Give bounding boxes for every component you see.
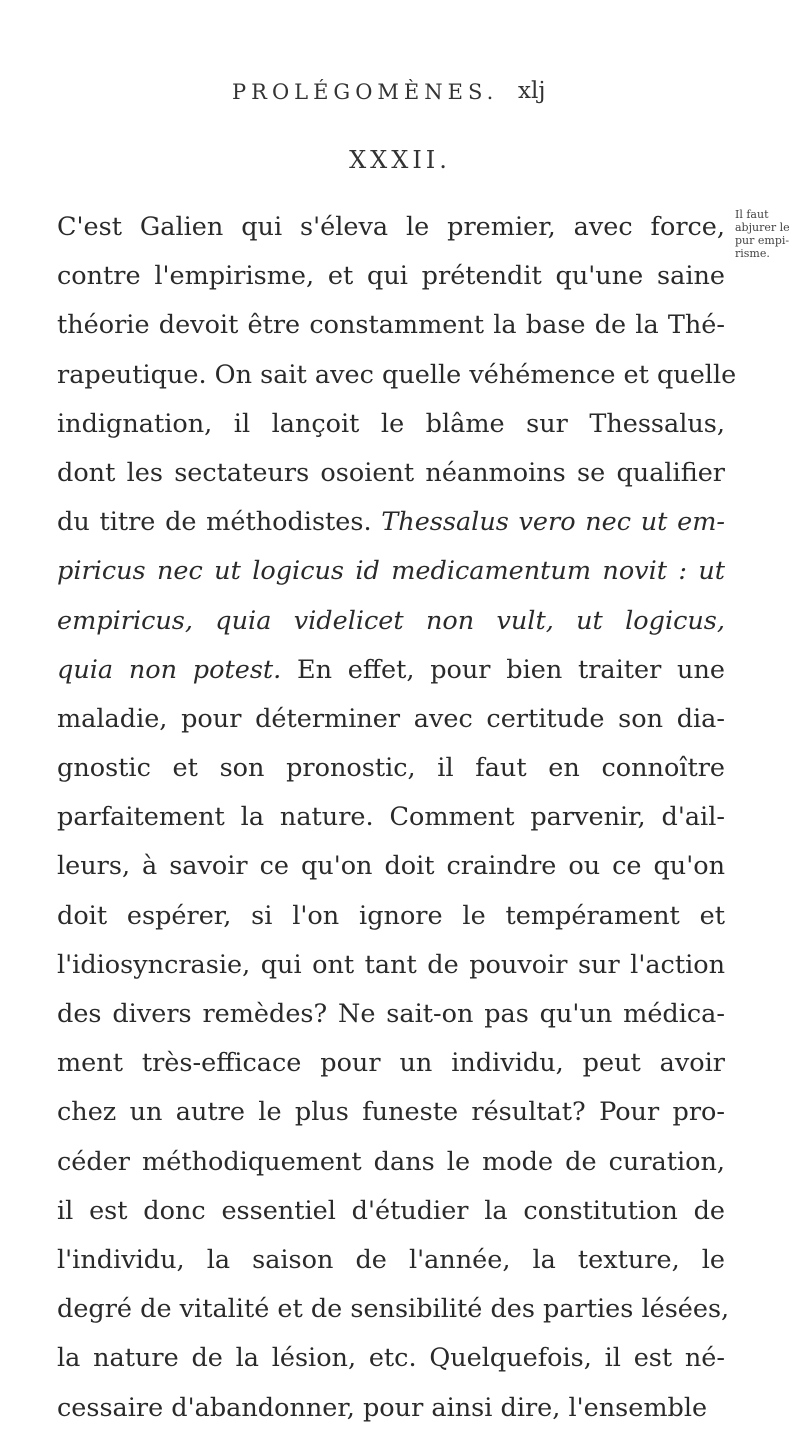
text-run: rapeutique. On sait avec quelle véhémence et quelle [57,359,737,390]
text-line [57,793,725,842]
running-head: PROLÉGOMÈNES. [232,80,499,104]
text-run: gnostic et son pronostic, il faut en connoître [57,753,725,784]
text-run: chez un autre le plus funeste résultat? Pour pro- [57,1097,725,1128]
text-line [57,547,725,596]
text-line [57,1285,730,1334]
text-run: doit espérer, si l'on ignore le tempérament et [57,900,725,931]
latin-quotation: piricus nec ut logicus id medicamentum novit : ut [57,556,725,587]
latin-quotation: quia non potest. [57,654,282,685]
text-line [57,1236,725,1285]
page-number: xlj [518,78,546,104]
text-line [57,1138,725,1187]
text-run: En effet, pour bien traiter une [281,654,725,685]
text-run: maladie, pour déterminer avec certitude son dia- [57,703,725,734]
margin-note-line: abjurer le [735,221,790,234]
text-run: théorie devoit être constamment la base de la Thé- [57,310,725,341]
text-line [57,842,725,891]
text-line [57,1039,725,1088]
text-run: parfaitement la nature. Comment parvenir, d'ail- [57,802,725,833]
section-number: XXXII. [349,146,451,174]
latin-quotation: empiricus, quia videlicet non vult, ut logicus, [57,605,725,636]
text-line [57,597,725,646]
text-run: contre l'empirisme, et qui prétendit qu'une saine [57,261,725,292]
text-line [57,1187,725,1236]
text-line [57,203,725,252]
text-run: l'individu, la saison de l'année, la texture, le [57,1244,725,1275]
text-line [57,744,725,793]
text-line [57,252,725,301]
text-run: des divers remèdes? Ne sait-on pas qu'un médica- [57,999,725,1029]
text-line [57,892,725,941]
text-line [57,695,725,744]
text-line [57,1384,725,1433]
body-text [57,203,737,1433]
text-run: l'idiosyncrasie, qui ont tant de pouvoir sur l'action [57,949,725,980]
text-run: la nature de la lésion, etc. Quelquefois, il est né- [57,1343,725,1374]
text-line [57,498,725,547]
text-line [57,646,725,695]
text-line [57,1088,725,1137]
text-line [57,351,737,400]
text-run: céder méthodiquement dans le mode de curation, [57,1146,725,1177]
text-run: dont les sectateurs osoient néanmoins se qualifier [57,457,725,488]
text-line [57,449,725,498]
text-line [57,301,725,350]
margin-note-line: Il faut [735,208,769,221]
text-line [57,400,725,449]
text-run: il est donc essentiel d'étudier la constitution de [57,1195,725,1226]
text-run: leurs, à savoir ce qu'on doit craindre ou ce qu'on [57,851,725,882]
text-line [57,990,725,1039]
text-line [57,941,725,990]
margin-note-line: risme. [735,247,770,260]
text-run: indignation, il lançoit le blâme sur Thessalus, [57,408,725,439]
margin-note-line: pur empi- [735,234,790,247]
text-line [57,1334,725,1383]
text-run: C'est Galien qui s'éleva le premier, avec force, [57,212,725,242]
text-run: cessaire d'abandonner, pour ainsi dire, l'ensemble [57,1392,708,1423]
text-run: du titre de méthodistes. [57,507,382,538]
text-run: degré de vitalité et de sensibilité des parties lésées, [57,1294,730,1325]
latin-quotation: Thessalus vero nec ut em- [381,507,725,538]
text-run: ment très-efficace pour un individu, peut avoir [57,1048,725,1079]
margin-note [735,208,793,260]
